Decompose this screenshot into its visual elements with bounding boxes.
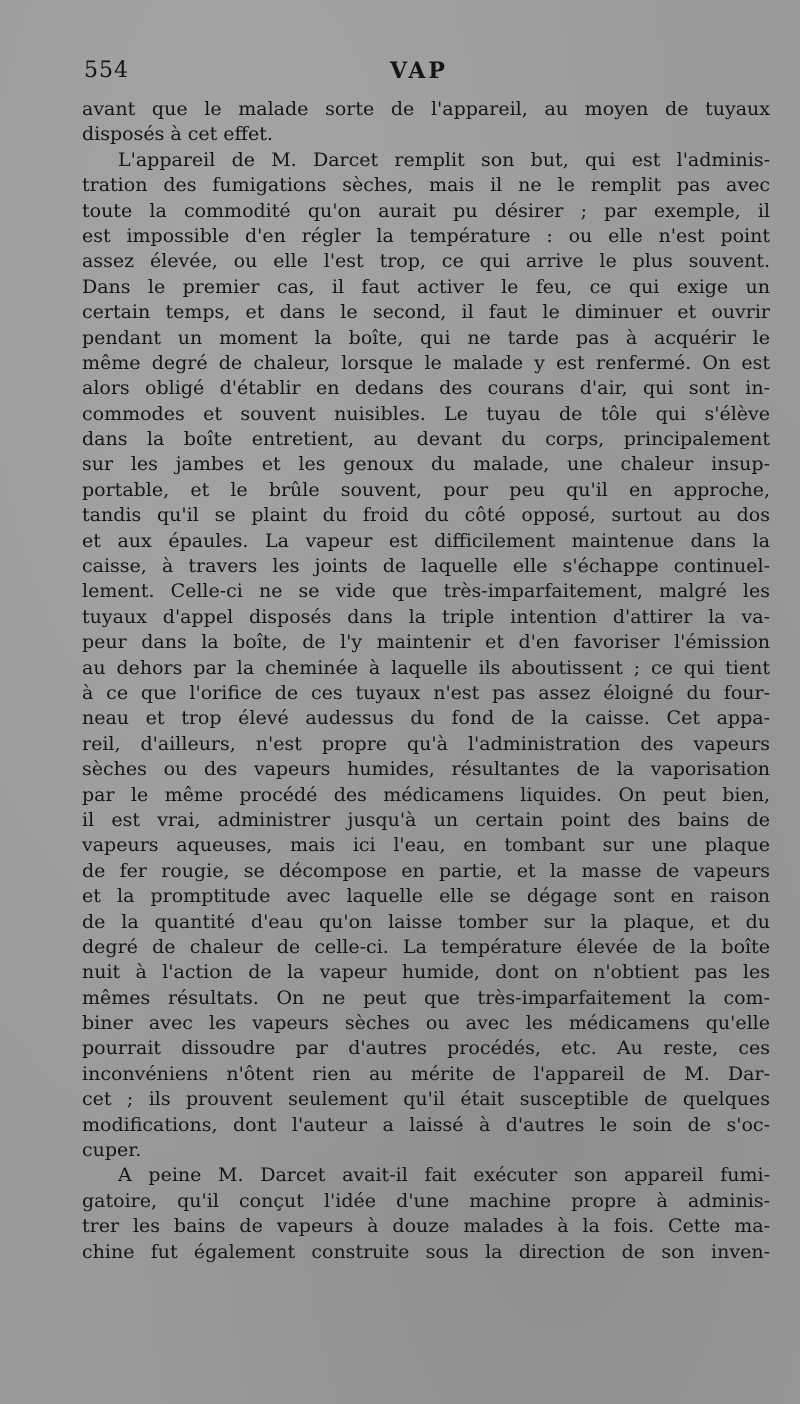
text-line: degré de chaleur de celle-ci. La température élevée de la boîte <box>82 935 770 958</box>
text-line: trer les bains de vapeurs à douze malades à la fois. Cette ma- <box>82 1215 770 1238</box>
text-line: cuper. <box>82 1139 142 1162</box>
text-line: certain temps, et dans le second, il faut le diminuer et ouvrir <box>82 301 770 324</box>
paragraph <box>82 1163 770 1265</box>
text-line: par le même procédé des médicamens liquides. On peut bien, <box>82 783 770 806</box>
text-line: biner avec les vapeurs sèches ou avec les médicamens qu'elle <box>82 1012 770 1035</box>
text-line: vapeurs aqueuses, mais ici l'eau, en tombant sur une plaque <box>82 834 770 857</box>
text-line: tuyaux d'appel disposés dans la triple intention d'attirer la va- <box>82 605 770 628</box>
text-line: inconvéniens n'ôtent rien au mérite de l'appareil de M. Dar- <box>82 1062 770 1085</box>
text-line: tandis qu'il se plaint du froid du côté opposé, surtout au dos <box>82 504 770 527</box>
text-line: caisse, à travers les joints de laquelle elle s'échappe continuel- <box>82 555 770 578</box>
text-line: pourrait dissoudre par d'autres procédés, etc. Au reste, ces <box>82 1037 770 1060</box>
text-line: disposés à cet effet. <box>82 123 273 146</box>
body-text <box>82 97 770 1265</box>
text-line: cet ; ils prouvent seulement qu'il était susceptible de quelques <box>82 1088 770 1111</box>
text-line: peur dans la boîte, de l'y maintenir et d'en favoriser l'émission <box>82 631 770 654</box>
text-line: chine fut également construite sous la direction de son inven- <box>82 1240 770 1263</box>
text-line: de fer rougie, se décompose en partie, et la masse de vapeurs <box>82 859 770 882</box>
text-line: sèches ou des vapeurs humides, résultantes de la vaporisation <box>82 758 770 781</box>
text-line: L'appareil de M. Darcet remplit son but, qui est l'adminis- <box>118 148 770 171</box>
text-line: Dans le premier cas, il faut activer le feu, ce qui exige un <box>82 275 770 298</box>
paragraph <box>82 97 770 148</box>
text-line: toute la commodité qu'on aurait pu désirer ; par exemple, il <box>82 199 770 222</box>
page-number: 554 <box>84 58 129 83</box>
text-line: au dehors par la cheminée à laquelle ils aboutissent ; ce qui tient <box>82 656 770 679</box>
text-line: neau et trop élevé audessus du fond de la caisse. Cet appa- <box>82 707 770 730</box>
text-line: assez élevée, ou elle l'est trop, ce qui arrive le plus souvent. <box>82 250 770 273</box>
paragraph <box>82 148 770 1164</box>
text-line: avant que le malade sorte de l'appareil, au moyen de tuyaux <box>82 98 770 120</box>
text-line: de la quantité d'eau qu'on laisse tomber sur la plaque, et du <box>82 910 770 933</box>
text-line: est impossible d'en régler la température : ou elle n'est point <box>82 224 770 247</box>
text-line: A peine M. Darcet avait-il fait exécuter son appareil fumi- <box>118 1164 770 1187</box>
text-line: à ce que l'orifice de ces tuyaux n'est pas assez éloigné du four- <box>82 681 770 704</box>
text-line: alors obligé d'établir en dedans des courans d'air, qui sont in- <box>82 377 770 400</box>
text-line: dans la boîte entretient, au devant du corps, principalement <box>82 428 770 451</box>
text-line: et aux épaules. La vapeur est difficilement maintenue dans la <box>82 529 770 552</box>
text-line: nuit à l'action de la vapeur humide, dont on n'obtient pas les <box>82 961 770 984</box>
text-line: tration des fumigations sèches, mais il ne le remplit pas avec <box>82 174 770 197</box>
running-title: VAP <box>390 58 448 84</box>
text-line: portable, et le brûle souvent, pour peu qu'il en approche, <box>82 478 770 501</box>
text-line: reil, d'ailleurs, n'est propre qu'à l'administration des vapeurs <box>82 732 770 755</box>
text-line: mêmes résultats. On ne peut que très-imparfaitement la com- <box>82 986 770 1009</box>
text-line: lement. Celle-ci ne se vide que très-imparfaitement, malgré les <box>82 580 770 603</box>
text-line: et la promptitude avec laquelle elle se dégage sont en raison <box>82 885 770 908</box>
text-line: modifications, dont l'auteur a laissé à d'autres le soin de s'oc- <box>82 1113 770 1136</box>
text-line: sur les jambes et les genoux du malade, une chaleur insup- <box>82 453 770 476</box>
text-line: même degré de chaleur, lorsque le malade y est renfermé. On est <box>82 351 770 374</box>
running-head <box>84 58 774 92</box>
text-line: il est vrai, administrer jusqu'à un certain point des bains de <box>82 808 770 831</box>
text-line: commodes et souvent nuisibles. Le tuyau de tôle qui s'élève <box>82 402 770 425</box>
text-line: gatoire, qu'il conçut l'idée d'une machine propre à adminis- <box>82 1189 770 1212</box>
text-line: pendant un moment la boîte, qui ne tarde pas à acquérir le <box>82 326 770 349</box>
